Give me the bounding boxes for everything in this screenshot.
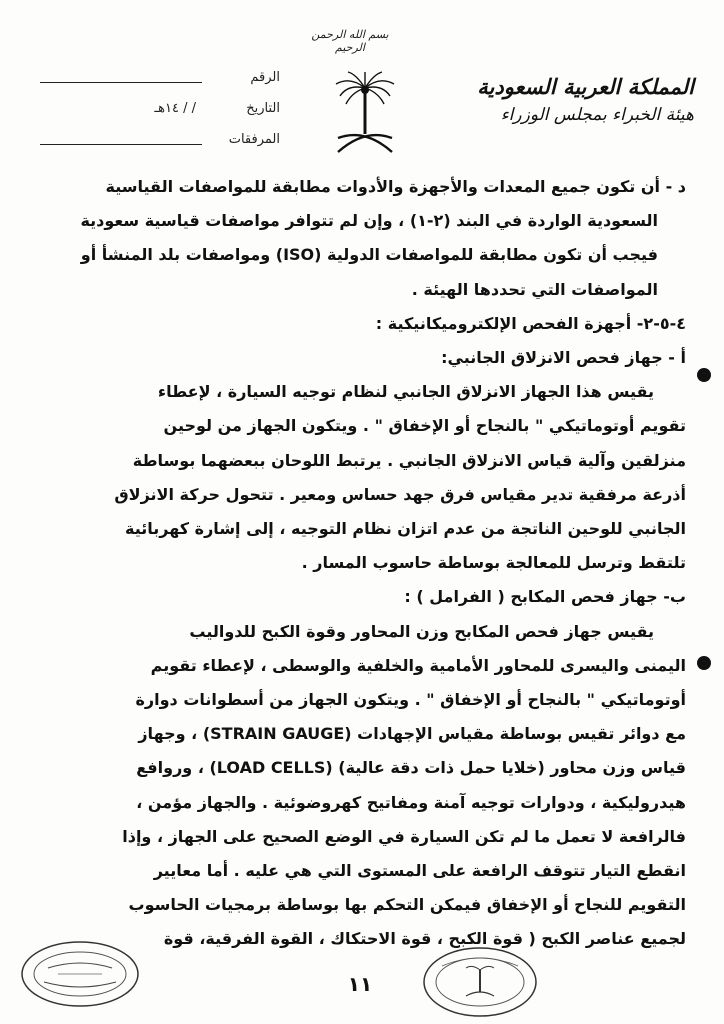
punch-hole-mark: [697, 368, 711, 382]
paragraph-line: قياس وزن محاور (خلايا حمل ذات دقة عالية) (LOAD CELLS) ، وروافع: [136, 758, 686, 778]
attachments-row: [40, 124, 280, 155]
paragraph-line: مع دوائر تقيس بوساطة مقياس الإجهادات (STRAIN GAUGE) ، وجهاز: [138, 724, 686, 744]
paragraph-line: يقيس جهاز فحص المكابح وزن المحاور وقوة الكبح للدواليب: [189, 621, 654, 641]
item-d: [40, 170, 686, 307]
paragraph-line: انقطع التيار تتوقف الرافعة على المستوى التي هي عليه . أما معايير: [153, 861, 686, 881]
item-d-line: فيجب أن تكون مطابقة للمواصفات الدولية (ISO) ومواصفات بلد المنشأ أو: [80, 245, 658, 265]
section-heading: ٤-٥-٢- أجهزة الفحص الإلكتروميكانيكية :: [375, 313, 686, 333]
org-line-1: المملكة العربية السعودية: [477, 74, 694, 99]
item-b-heading: ب- جهاز فحص المكابح ( الفرامل ) :: [404, 587, 686, 607]
item-d-line: د - أن تكون جميع المعدات والأجهزة والأدوات مطابقة للمواصفات القياسية: [105, 177, 686, 196]
paragraph-line: الجانبي للوحين الناتجة من عدم اتزان نظام التوجيه ، إلى إشارة كهربائية: [125, 519, 686, 539]
page-number: ١١: [347, 972, 373, 996]
paragraph-line: تقويم أوتوماتيكي " بالنجاح أو الإخفاق " . ويتكون الجهاز من لوحين: [163, 416, 686, 436]
official-stamp-left: [18, 938, 142, 1010]
document-body: [40, 170, 686, 957]
punch-hole-mark: [697, 656, 711, 670]
item-a-heading: أ - جهاز فحص الانزلاق الجانبي:: [441, 348, 686, 368]
date-label: التاريخ: [246, 101, 280, 116]
paragraph-line: اليمنى واليسرى للمحاور الأمامية والخلفية والوسطى ، لإعطاء تقويم: [150, 655, 686, 675]
paragraph-line: يقيس هذا الجهاز الانزلاق الجانبي لنظام توجيه السيارة ، لإعطاء: [157, 382, 654, 402]
date-row: [40, 93, 280, 124]
paragraph-line: أذرعة مرفقية تدير مقياس فرق جهد حساس ومعير . تتحول حركة الانزلاق: [114, 484, 686, 504]
document-meta: [40, 62, 280, 155]
reference-line: [40, 72, 202, 83]
paragraph-line: منزلقين وآلية قياس الانزلاق الجانبي . يرتبط اللوحان ببعضهما بوساطة: [132, 450, 686, 470]
reference-row: [40, 62, 280, 93]
paragraph-line: تلتقط وترسل للمعالجة بوساطة حاسوب المسار .: [301, 553, 686, 573]
reference-label: الرقم: [250, 70, 280, 85]
date-value: / / ١٤هـ: [154, 101, 196, 116]
paragraph-line: أوتوماتيكي " بالنجاح أو الإخفاق " . ويتكون الجهاز من أسطوانات دوارة: [135, 690, 686, 710]
org-line-2: هيئة الخبراء بمجلس الوزراء: [500, 105, 694, 125]
paragraph-line: هيدروليكية ، ودوارات توجيه آمنة ومفاتيح كهروضوئية . والجهاز مؤمن ،: [136, 792, 686, 812]
organization-name: [454, 72, 694, 128]
attachments-line: [40, 134, 202, 145]
official-stamp-right: [420, 944, 540, 1020]
saudi-emblem-icon: [330, 68, 400, 164]
item-d-line: المواصفات التي تحددها الهيئة .: [411, 279, 658, 299]
item-d-line: السعودية الواردة في البند (٢-١) ، وإن لم تتوافر مواصفات قياسية سعودية: [80, 211, 658, 231]
paragraph-line: فالرافعة لا تعمل ما لم تكن السيارة في الوضع الصحيح على الجهاز ، وإذا: [122, 826, 686, 846]
paragraph-line: لجميع عناصر الكبح ( قوة الكبح ، قوة الاحتكاك ، القوة الفرقية، قوة: [163, 929, 686, 949]
basmala: بسم الله الرحمن الرحيم: [311, 28, 389, 54]
attachments-label: المرفقات: [228, 132, 280, 147]
item-b-paragraph: [40, 615, 686, 957]
paragraph-line: التقويم للنجاح أو الإخفاق فيمكن التحكم بها بوساطة برمجيات الحاسوب: [128, 895, 686, 915]
item-a-paragraph: [40, 375, 686, 580]
